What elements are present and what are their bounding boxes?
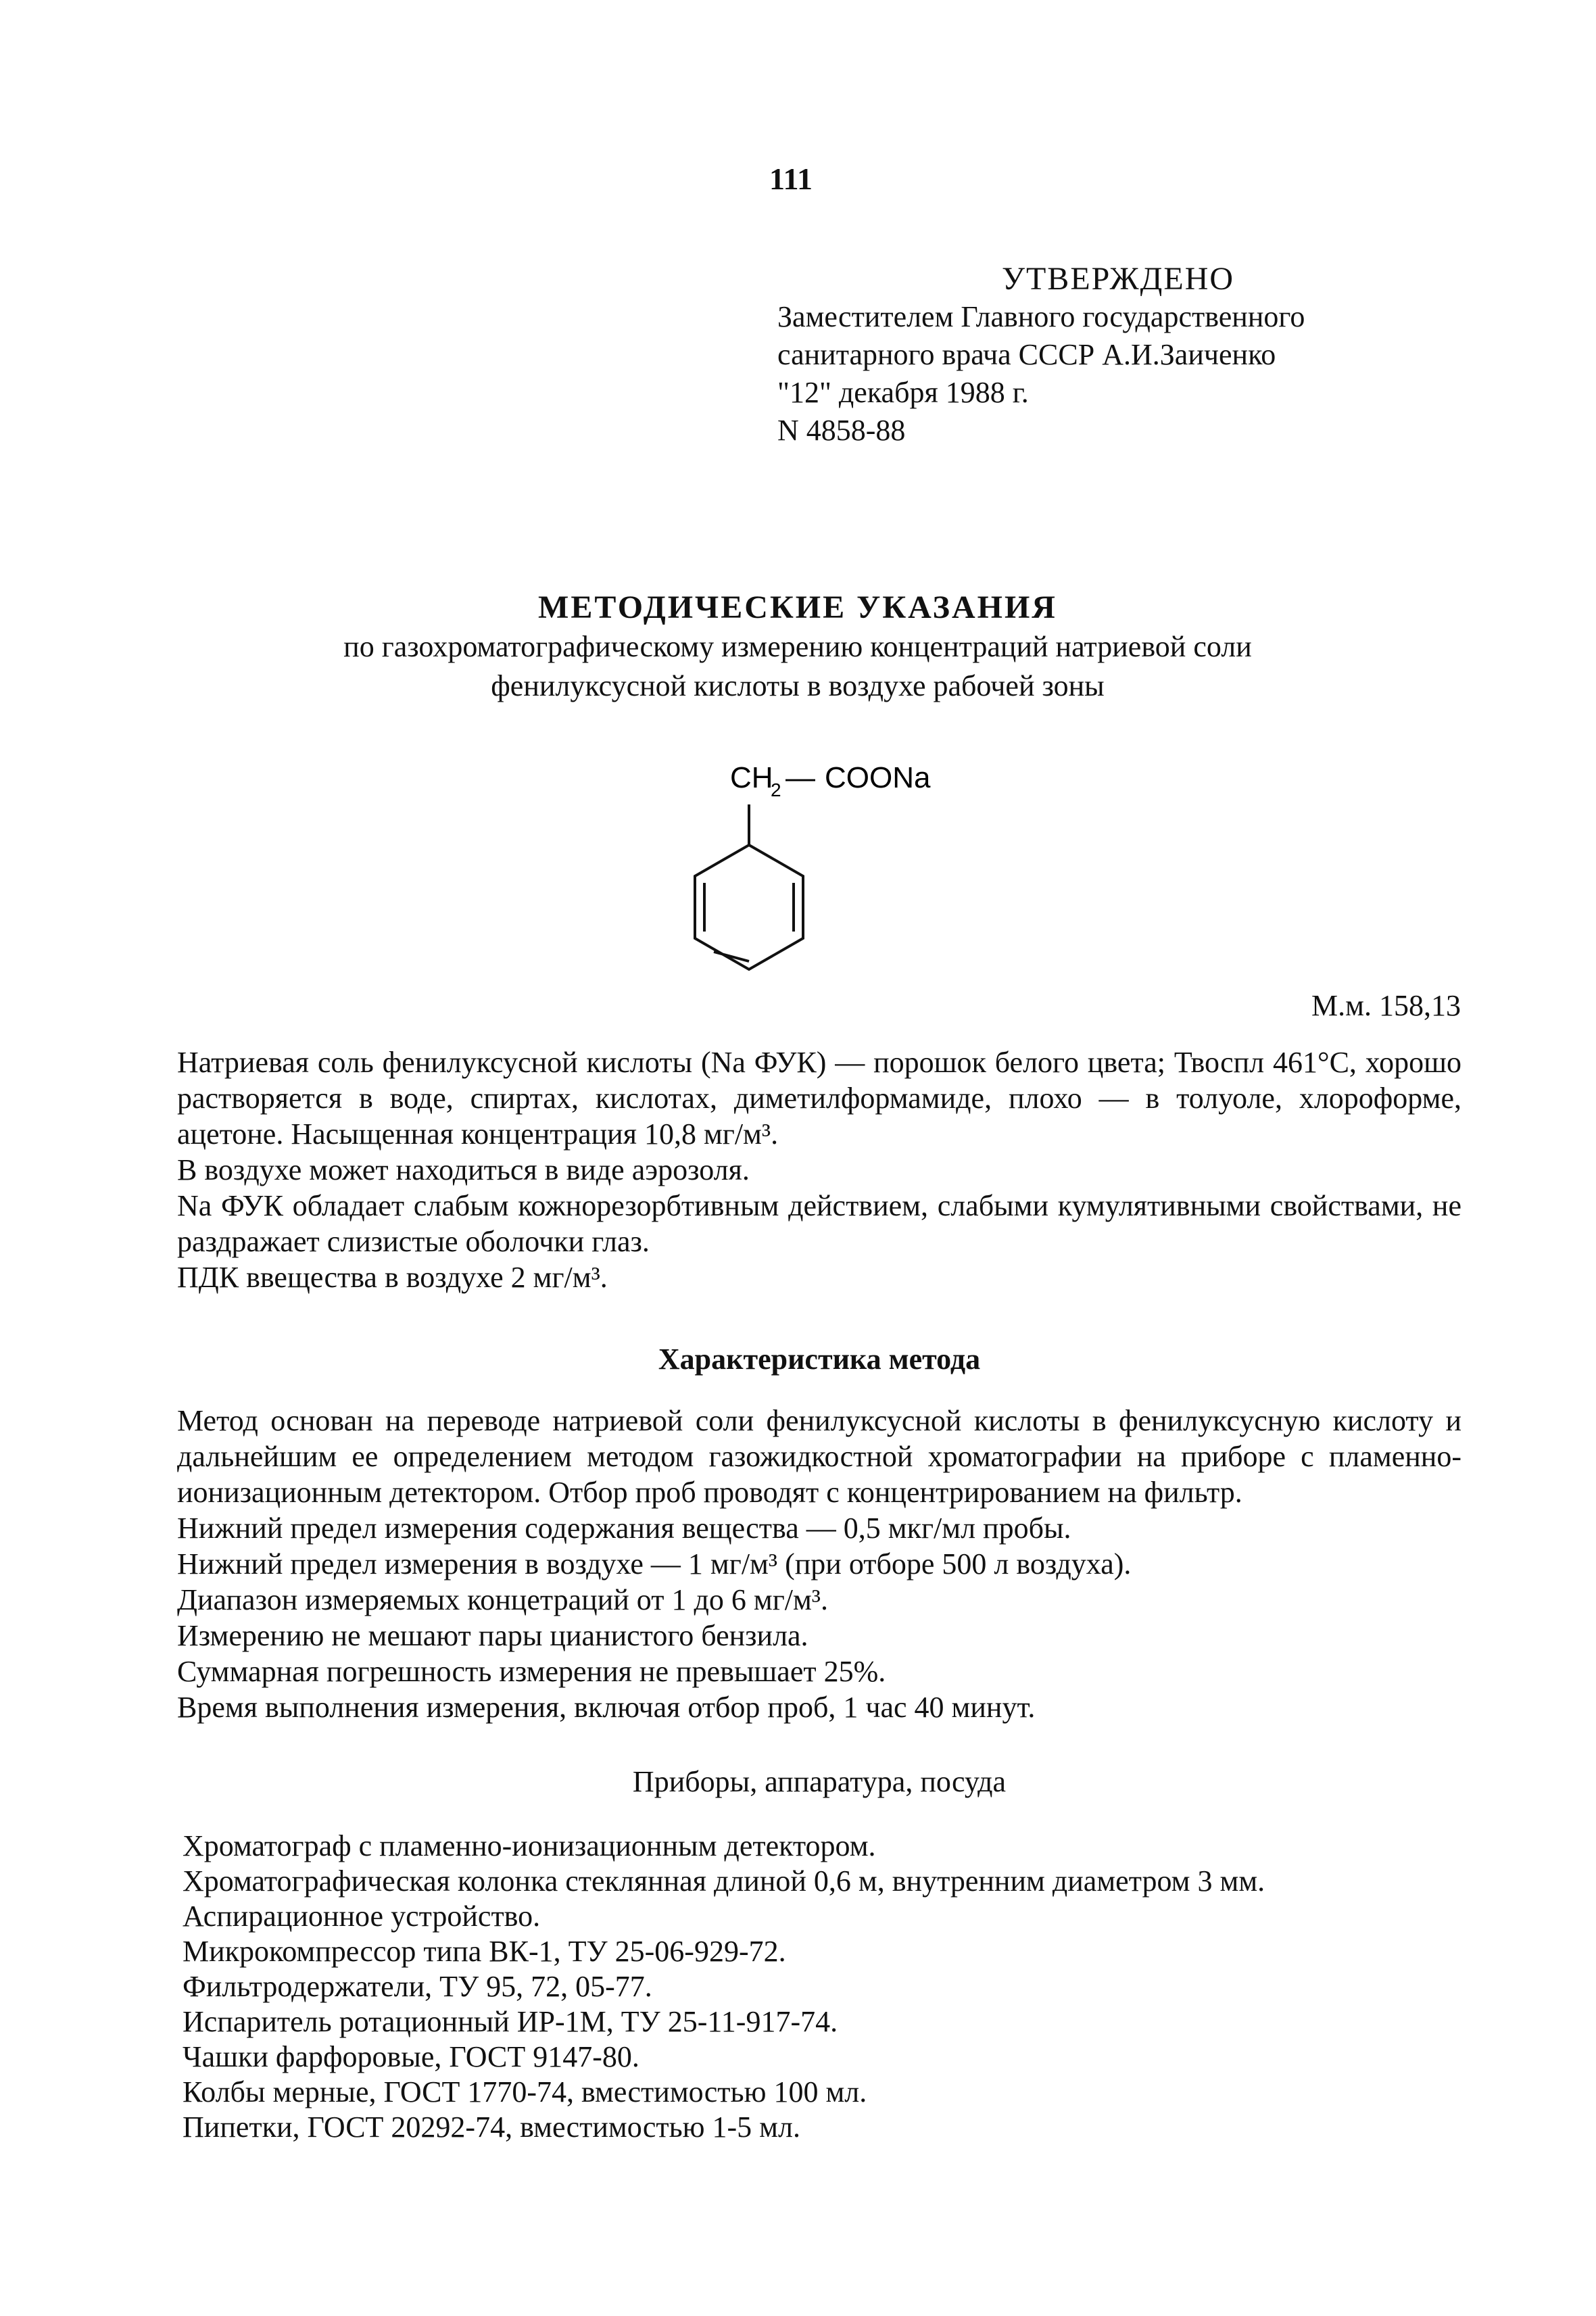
list-item: Фильтродержатели, ТУ 95, 72, 05-77. (183, 1970, 652, 2003)
paragraph: Время выполнения измерения, включая отбор проб, 1 час 40 минут. (177, 1691, 1036, 1724)
paragraph: ПДК ввещества в воздухе 2 мг/м³. (177, 1261, 608, 1294)
list-item: Чашки фарфоровые, ГОСТ 9147-80. (183, 2040, 639, 2073)
list-item: Хроматографическая колонка стеклянная длиной 0,6 м, внутренним диаметром 3 мм. (183, 1864, 1265, 1898)
list-item: Хроматограф с пламенно-ионизационным детектором. (183, 1829, 876, 1862)
formula-bond: — (785, 761, 815, 794)
paragraph: Na ФУК обладает слабым кожнорезорбтивным действием, слабыми кумулятивными свойствами, не раздражает слизистые оболочки глаз. (177, 1189, 1461, 1258)
list-item: Колбы мерные, ГОСТ 1770-74, вместимостью 100 мл. (183, 2075, 867, 2108)
title-line: по газохроматографическому измерению концентраций натриевой соли (343, 630, 1252, 663)
approval-line: Заместителем Главного государственного (777, 300, 1305, 333)
approval-line: N 4858-88 (777, 414, 906, 447)
list-item: Испаритель ротационный ИР-1М, ТУ 25-11-917-74. (183, 2005, 838, 2038)
title-main: МЕТОДИЧЕСКИЕ УКАЗАНИЯ (538, 589, 1057, 625)
approval-line: санитарного врача СССР А.И.Заиченко (777, 338, 1276, 371)
list-item: Аспирационное устройство. (183, 1900, 541, 1933)
paragraph: Нижний предел измерения содержания вещества — 0,5 мкг/мл пробы. (177, 1512, 1071, 1545)
benzene-ring (695, 804, 803, 969)
paragraph: Метод основан на переводе натриевой соли фенилуксусной кислоты в фенилуксусную кислоту и дальнейшим ее определением методом газожидкостной хроматографии на приборе с пламенно-ионизационным детектором. Отбор проб проводят с концентрированием на фильтр. (177, 1404, 1461, 1509)
paragraph: Натриевая соль фенилуксусной кислоты (Na ФУК) — порошок белого цвета; Твоспл 461°С, хорошо растворяется в воде, спиртах, кислотах, диметилформамиде, плохо — в толуоле, хлороформе, ацетоне. Насыщенная концентрация 10,8 мг/м³. (177, 1046, 1461, 1151)
formula-subscript: 2 (771, 779, 781, 800)
title-line: фенилуксусной кислоты в воздухе рабочей зоны (491, 669, 1105, 702)
chemical-structure-diagram (649, 750, 960, 994)
document-title (176, 588, 1420, 706)
method-section (177, 1403, 1461, 1725)
paragraph: Нижний предел измерения в воздухе — 1 мг/м³ (при отборе 500 л воздуха). (177, 1547, 1132, 1581)
intro-section (177, 1044, 1461, 1295)
equipment-list (183, 1829, 1467, 2145)
approval-line: "12" декабря 1988 г. (777, 376, 1029, 409)
list-item: Пипетки, ГОСТ 20292-74, вместимостью 1-5 мл. (183, 2110, 800, 2144)
paragraph: В воздухе может находиться в виде аэрозоля. (177, 1153, 750, 1186)
paragraph: Суммарная погрешность измерения не превышает 25%. (177, 1655, 886, 1688)
paragraph: Диапазон измеряемых концетраций от 1 до 6 мг/м³. (177, 1583, 828, 1616)
approval-title: УТВЕРЖДЕНО (1002, 261, 1235, 297)
list-item: Микрокомпрессор типа ВК-1, ТУ 25-06-929-72. (183, 1935, 786, 1968)
approval-block (777, 260, 1386, 450)
paragraph: Измерению не мешают пары цианистого бензила. (177, 1619, 808, 1652)
section-heading: Приборы, аппаратура, посуда (632, 1765, 1007, 1798)
page-number: 111 (769, 162, 813, 196)
section-heading: Характеристика метода (658, 1343, 981, 1376)
molecular-mass: М.м. 158,13 (1311, 989, 1461, 1022)
formula-group: COONa (825, 761, 931, 794)
formula-ch: CH (730, 761, 773, 794)
